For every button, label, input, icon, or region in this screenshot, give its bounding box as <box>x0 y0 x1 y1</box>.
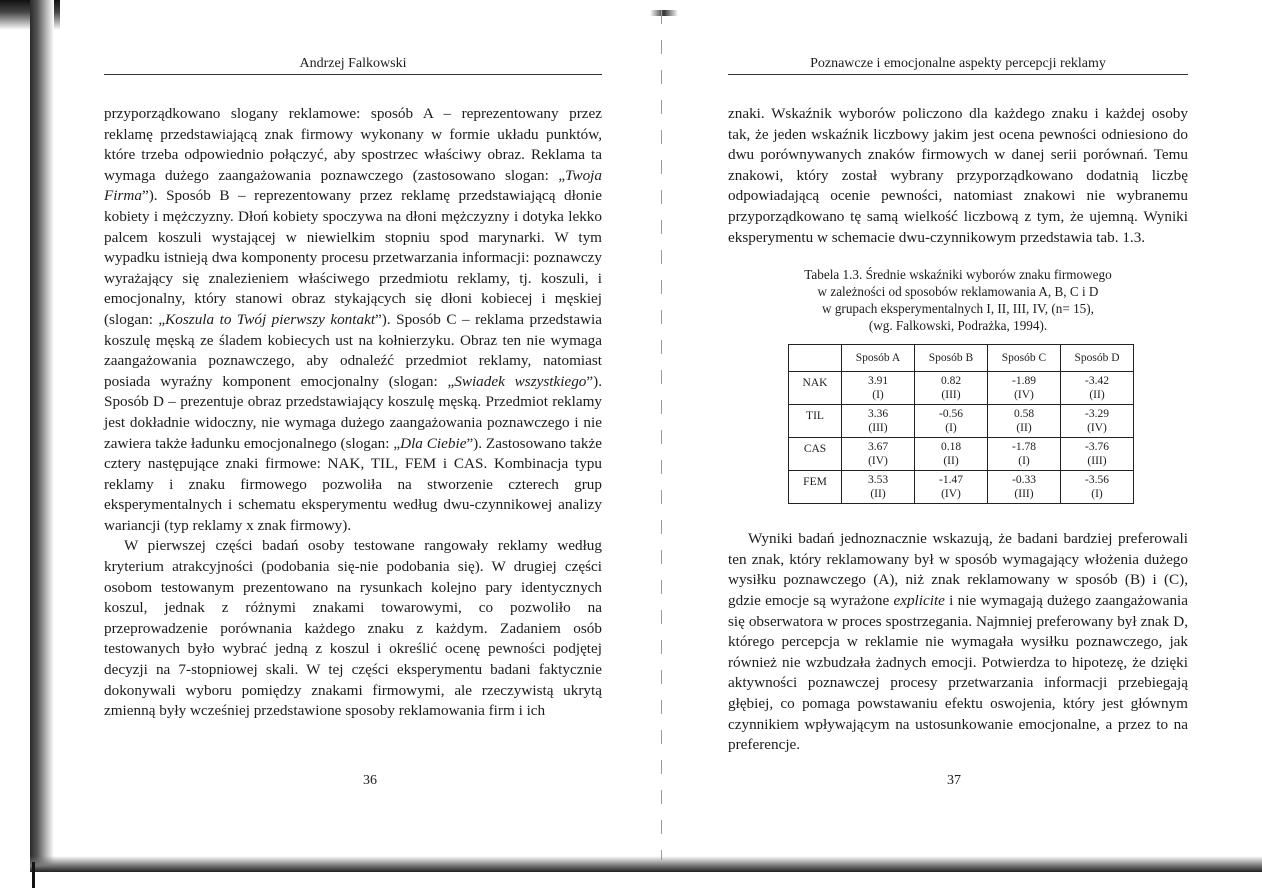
text-segment: i nie wymagają dużego zaangażowania się obserwatora w proces spostrzegania. Najmniej preferowany był znak D, którego percepcja w reklamie nie wymagała wysiłku poznawczego, jak również nie wzbudzała żadnych emocji. Potwierdza to hipotezę, że dzięki aktywności poznawczej procesy przetwarzania informacji przebiegają głębiej, co pomaga powstawaniu efektu oswojenia, który jest głównym czynnikiem wpływającym na ustosunkowanie emocjonalne, a przez to na preferencje. <box>728 591 1188 754</box>
column-header: Sposób B <box>915 345 988 372</box>
table-row <box>789 471 1134 504</box>
cell-value: -3.42 <box>1085 375 1109 388</box>
cell-value: -1.89 <box>1012 375 1036 388</box>
cell-rank: (II) <box>943 455 959 468</box>
cell-value: -1.78 <box>1012 441 1036 454</box>
cell-value: 3.91 <box>867 375 889 388</box>
column-header: Sposób A <box>842 345 915 372</box>
table-cell <box>842 471 915 504</box>
left-page-body <box>104 104 602 722</box>
caption-line: (wg. Falkowski, Podrażka, 1994). <box>868 318 1048 334</box>
row-label: FEM <box>789 471 842 504</box>
table-cell <box>915 471 988 504</box>
text-segment: ”). Sposób D – prezentuje obraz przedstawiający koszulę męską. Przedmiot reklamy jest dokładnie widoczny, nie wymaga dużego zaangażowania poznawczego i nie zawiera także ładunku emocjonalnego (slogan: „ <box>104 372 602 452</box>
running-head-left: Andrzej Falkowski <box>104 56 602 75</box>
cell-rank: (III) <box>1014 488 1034 501</box>
table-cell <box>842 372 915 405</box>
paragraph <box>104 104 602 536</box>
column-header: Sposób C <box>988 345 1061 372</box>
bottom-margin <box>0 872 1262 894</box>
cell-value: -3.56 <box>1085 474 1109 487</box>
italic-text: Twoja Firma <box>104 166 602 205</box>
text-segment: W pierwszej części badań osoby testowane rangowały reklamy według kryterium atrakcyjności (podobania się-nie podobania się). W drugiej części osobom testowanym prezentowano na rysunkach kolejno pary identycznych koszul, jednak z różnymi znakami towarowymi, co pozwoliło na przeprowadzenie porównania każdego znaku z każdym. Zadaniem osób testowanych było wybrać jedną z koszul i określić ocenę pewności podjętej decyzji na 7-stopniowej skali. W tej części eksperymentu badani faktycznie dokonywali wyboru pomiędzy znakami firmowymi, ale rzeczywistą ukrytą zmienną były wcześniej przedstawione sposoby reklamowania firm i ich <box>104 537 602 720</box>
right-page <box>728 56 1188 756</box>
cell-value: -0.56 <box>939 408 963 421</box>
table-cell <box>915 438 988 471</box>
text-segment: Wyniki badań jednoznacznie wskazują, że badani bardziej preferowali ten znak, który reklamowany był w sposób wymagający włożenia dużego wysiłku poznawczego (A), niż znak reklamowany w sposób (B) i (C), gdzie emocje są wyrażone <box>728 530 1188 609</box>
binding-shadow-left <box>30 0 54 894</box>
cell-rank: (IV) <box>1014 389 1034 402</box>
cell-rank: (IV) <box>941 488 961 501</box>
cell-value: 3.36 <box>867 408 889 421</box>
table-cell <box>842 438 915 471</box>
italic-text: Swiadek wszystkiego <box>454 372 587 390</box>
row-label: NAK <box>789 372 842 405</box>
table-corner-cell <box>789 345 842 372</box>
gutter-mark-top <box>650 10 678 16</box>
table-cell <box>988 438 1061 471</box>
caption-line: Tabela 1.3. Średnie wskaźniki wyborów znaku firmowego <box>804 267 1112 283</box>
text-segment: przyporządkowano slogany reklamowe: sposób A – reprezentowany przez reklamę przedstawiającą znak firmowy wykonany w formie układu punktów, które trzeba odpowiednio połączyć, aby spostrzec właściwy obraz. Reklama ta wymaga dużego zaangażowania poznawczego (zastosowano slogan: „ <box>104 105 602 184</box>
table-cell <box>1061 438 1134 471</box>
table-cell <box>842 405 915 438</box>
table-cell <box>988 372 1061 405</box>
cell-value: 0.82 <box>940 375 962 388</box>
table-row <box>789 372 1134 405</box>
italic-text: Koszula to Twój pierwszy kontakt <box>165 310 376 328</box>
cell-value: 3.67 <box>867 441 889 454</box>
page-number-right: 37 <box>947 773 961 788</box>
text-segment: ”). Sposób B – reprezentowany przez reklamę przedstawiającą dłonie kobiety i mężczyzny. Dłoń kobiety spoczywa na dłoni mężczyzny i dotyka lekko palcem koszuli wystającej w niewielkim stopniu spod marynarki. W tym wypadku istnieją dwa komponenty procesu przetwarzania informacji: poznawczy wyrażający się znalezieniem właściwego przedmiotu reklamy, tj. koszuli, i emocjonalny, który stanowi obraz stykających się dłoni kobiecej i męskiej (slogan: „ <box>104 187 602 328</box>
paragraph <box>728 104 1188 248</box>
cell-value: -1.47 <box>939 474 963 487</box>
cell-rank: (III) <box>941 389 961 402</box>
cell-rank: (IV) <box>868 455 888 468</box>
corner-mark <box>32 862 35 888</box>
table-cell <box>988 471 1061 504</box>
cell-rank: (III) <box>1087 455 1107 468</box>
results-table <box>788 344 1134 504</box>
cell-value: -3.29 <box>1085 408 1109 421</box>
table-row <box>789 405 1134 438</box>
caption-line: w grupach eksperymentalnych I, II, III, IV, (n= 15), <box>822 301 1094 317</box>
right-page-body-bottom <box>728 529 1188 756</box>
cell-value: -3.76 <box>1085 441 1109 454</box>
cell-rank: (IV) <box>1087 422 1107 435</box>
table-cell <box>1061 372 1134 405</box>
cell-rank: (I) <box>872 389 884 402</box>
text-segment: znaki. Wskaźnik wyborów policzono dla każdego znaku i każdej osoby tak, że jeden wskaźnik liczbowy jakim jest ocena pewności odniesiono do dwu porównywanych znaków firmowych w danej serii porównań. Temu znakowi, który został wybrany przyporządkowano dodatnią liczbę odpowiadającą ocenie pewności, natomiast znakowi nie wybranemu przyporządkowano tę samą wielkość liczbową z tym, że ujemną. Wyniki eksperymentu w schemacie dwu-czynnikowym przedstawia tab. 1.3. <box>728 105 1188 246</box>
row-label: CAS <box>789 438 842 471</box>
binding-shadow-bottom <box>30 856 1262 872</box>
right-page-body-top <box>728 104 1188 248</box>
text-segment: ”). Sposób C – reklama przedstawia koszulę męską ze śladem kobiecych ust na kołnierzyku. Obraz ten nie wymaga zaangażowania poznawczego, aby odnaleźć przedmiot reklamy, natomiast posiada wyraźny komponent emocjonalny (slogan: „ <box>104 310 603 390</box>
italic-text: Dla Ciebie <box>400 434 467 452</box>
table-header-row <box>789 345 1134 372</box>
left-page <box>104 56 602 722</box>
running-head-right: Poznawcze i emocjonalne aspekty percepcji reklamy <box>728 56 1188 75</box>
caption-line: w zależności od sposobów reklamowania A, B, C i D <box>817 284 1099 300</box>
cell-rank: (I) <box>1091 488 1103 501</box>
book-gutter <box>661 10 662 860</box>
cell-value: -0.33 <box>1012 474 1036 487</box>
cell-rank: (III) <box>868 422 888 435</box>
page-number-left: 36 <box>363 773 377 788</box>
cell-rank: (I) <box>1018 455 1030 468</box>
text-segment: ”). Zastosowano także cztery następujące znaki firmowe: NAK, TIL, FEM i CAS. Kombinacja typu reklamy i znaku firmowego pozwoliła na stworzenie czterech grup eksperymentalnych i schematu eksperymentu według dwu-czynnikowej analizy wariancji (typ reklamy x znak firmowy). <box>104 434 603 534</box>
table-row <box>789 438 1134 471</box>
table-caption <box>768 266 1148 334</box>
cell-value: 3.53 <box>867 474 889 487</box>
cell-value: 0.18 <box>940 441 962 454</box>
cell-rank: (II) <box>1089 389 1105 402</box>
table-cell <box>915 405 988 438</box>
table-cell <box>1061 471 1134 504</box>
italic-text: explicite <box>893 591 945 609</box>
paragraph <box>728 529 1188 756</box>
cell-rank: (I) <box>945 422 957 435</box>
paragraph <box>104 536 602 721</box>
row-label: TIL <box>789 405 842 438</box>
table-cell <box>915 372 988 405</box>
table-cell <box>1061 405 1134 438</box>
table-cell <box>988 405 1061 438</box>
cell-value: 0.58 <box>1013 408 1035 421</box>
cell-rank: (II) <box>1016 422 1032 435</box>
cell-rank: (II) <box>870 488 886 501</box>
column-header: Sposób D <box>1061 345 1134 372</box>
